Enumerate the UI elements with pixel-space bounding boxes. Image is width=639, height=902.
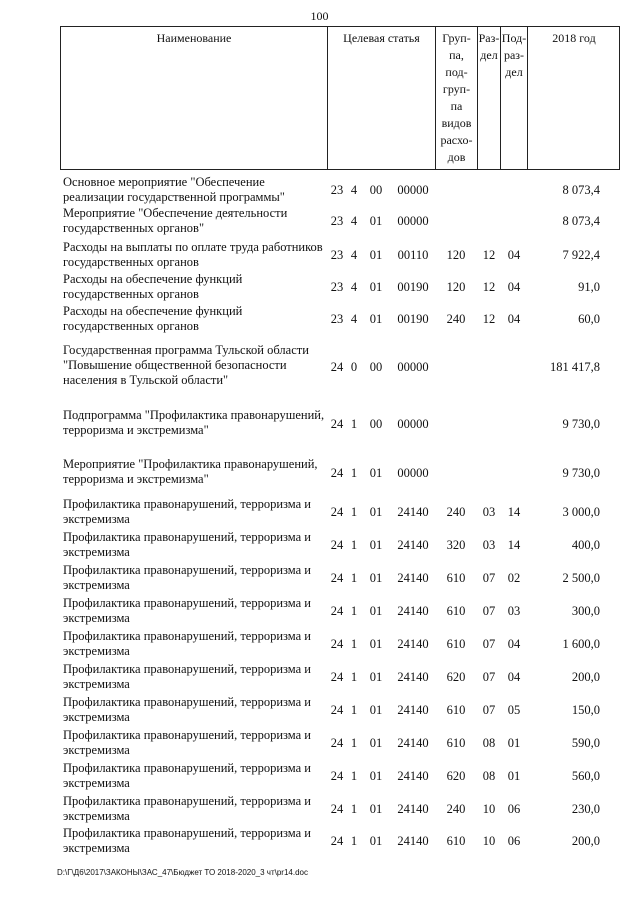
row-c2: 4 <box>350 183 358 197</box>
row-c1: 24 <box>330 637 344 651</box>
row-name: Мероприятие "Профилактика правонарушений, терроризма и экстремизма" <box>63 457 318 486</box>
row-name: Мероприятие "Обеспечение деятельности государственных органов" <box>63 206 288 235</box>
row-sec: 08 <box>482 736 496 750</box>
row-name: Расходы на обеспечение функций государственных органов <box>63 304 243 333</box>
row-sec: 07 <box>482 571 496 585</box>
row-name: Расходы на выплаты по оплате труда работников государственных органов <box>63 240 323 269</box>
row-sec: 03 <box>482 505 496 519</box>
row-c1: 24 <box>330 703 344 717</box>
row-amount: 200,0 <box>571 670 600 684</box>
row-sec: 07 <box>482 703 496 717</box>
table-row <box>0 826 639 856</box>
row-grp: 240 <box>446 505 466 519</box>
row-amount: 560,0 <box>571 769 600 783</box>
row-grp: 240 <box>446 312 466 326</box>
row-sub: 06 <box>507 834 521 848</box>
table-row <box>0 761 639 791</box>
row-amount: 400,0 <box>571 538 600 552</box>
row-c2: 4 <box>350 214 358 228</box>
row-c4: 00000 <box>397 466 429 480</box>
row-c2: 1 <box>350 505 358 519</box>
table-row <box>0 695 639 725</box>
row-sec: 03 <box>482 538 496 552</box>
row-c1: 24 <box>330 604 344 618</box>
row-amount: 300,0 <box>571 604 600 618</box>
row-c1: 24 <box>330 769 344 783</box>
row-c1: 23 <box>330 312 344 326</box>
row-c2: 1 <box>350 466 358 480</box>
row-amount: 9 730,0 <box>562 466 600 480</box>
row-name: Основное мероприятие "Обеспечение реализации государственной программы" <box>63 175 285 204</box>
row-sec: 08 <box>482 769 496 783</box>
row-sec: 12 <box>482 280 496 294</box>
row-name: Подпрограмма "Профилактика правонарушений, терроризма и экстремизма" <box>63 408 325 437</box>
row-name: Профилактика правонарушений, терроризма и экстремизма <box>63 761 311 790</box>
row-name: Профилактика правонарушений, терроризма и экстремизма <box>63 662 311 691</box>
row-c2: 1 <box>350 769 358 783</box>
row-c1: 24 <box>330 670 344 684</box>
table-row <box>0 794 639 824</box>
row-c2: 0 <box>350 360 358 374</box>
row-c2: 1 <box>350 670 358 684</box>
row-c4: 24140 <box>397 604 429 618</box>
row-c4: 24140 <box>397 637 429 651</box>
row-sub: 01 <box>507 736 521 750</box>
header-year: 2018 год <box>552 31 596 45</box>
row-amount: 230,0 <box>571 802 600 816</box>
row-c3: 01 <box>369 538 383 552</box>
row-c4: 00110 <box>397 248 429 262</box>
row-c2: 1 <box>350 637 358 651</box>
row-c3: 01 <box>369 802 383 816</box>
row-amount: 91,0 <box>578 280 600 294</box>
row-c1: 24 <box>330 571 344 585</box>
row-c4: 24140 <box>397 736 429 750</box>
row-c3: 01 <box>369 214 383 228</box>
row-name: Профилактика правонарушений, терроризма и экстремизма <box>63 794 311 823</box>
row-sec: 07 <box>482 637 496 651</box>
row-c4: 24140 <box>397 802 429 816</box>
row-c4: 00000 <box>397 183 429 197</box>
row-grp: 610 <box>446 703 466 717</box>
row-grp: 620 <box>446 769 466 783</box>
row-c3: 01 <box>369 670 383 684</box>
table-row <box>0 175 639 205</box>
table-row <box>0 457 639 489</box>
row-amount: 60,0 <box>578 312 600 326</box>
table-row <box>0 662 639 692</box>
row-c4: 24140 <box>397 571 429 585</box>
row-c1: 24 <box>330 538 344 552</box>
row-name: Профилактика правонарушений, терроризма и экстремизма <box>63 728 311 757</box>
row-c2: 1 <box>350 538 358 552</box>
row-c3: 01 <box>369 312 383 326</box>
row-c1: 23 <box>330 248 344 262</box>
row-c2: 1 <box>350 417 358 431</box>
table-row <box>0 728 639 758</box>
row-sub: 14 <box>507 538 521 552</box>
table-row <box>0 272 639 302</box>
row-c4: 24140 <box>397 670 429 684</box>
row-c1: 24 <box>330 417 344 431</box>
row-c3: 01 <box>369 466 383 480</box>
row-c1: 24 <box>330 360 344 374</box>
row-sec: 07 <box>482 670 496 684</box>
row-c3: 00 <box>369 183 383 197</box>
row-c2: 4 <box>350 312 358 326</box>
row-sub: 14 <box>507 505 521 519</box>
row-c3: 01 <box>369 834 383 848</box>
row-amount: 7 922,4 <box>562 248 600 262</box>
row-c1: 24 <box>330 466 344 480</box>
row-sec: 12 <box>482 312 496 326</box>
row-grp: 120 <box>446 248 466 262</box>
row-amount: 9 730,0 <box>562 417 600 431</box>
file-path-footer: D:\Г\Д6\2017\ЗАКОНЫ\ЗАС_47\Бюджет ТО 2018-2020_3 чт\pr14.doc <box>57 868 308 877</box>
row-sub: 03 <box>507 604 521 618</box>
row-c4: 24140 <box>397 703 429 717</box>
row-amount: 1 600,0 <box>562 637 600 651</box>
row-c3: 01 <box>369 604 383 618</box>
header-name: Наименование <box>156 31 232 45</box>
row-sub: 04 <box>507 637 521 651</box>
row-c3: 01 <box>369 248 383 262</box>
row-c2: 1 <box>350 703 358 717</box>
table-row <box>0 408 639 440</box>
page-number: 100 <box>310 9 329 23</box>
row-name: Профилактика правонарушений, терроризма и экстремизма <box>63 563 311 592</box>
row-grp: 610 <box>446 637 466 651</box>
table-header <box>60 26 620 170</box>
table-row <box>0 530 639 560</box>
row-sub: 01 <box>507 769 521 783</box>
table-row <box>0 343 639 391</box>
row-c3: 01 <box>369 505 383 519</box>
row-amount: 590,0 <box>571 736 600 750</box>
table-row <box>0 629 639 659</box>
row-amount: 3 000,0 <box>562 505 600 519</box>
row-c2: 1 <box>350 834 358 848</box>
row-c2: 4 <box>350 248 358 262</box>
row-c3: 01 <box>369 280 383 294</box>
row-c3: 01 <box>369 637 383 651</box>
row-name: Расходы на обеспечение функций государственных органов <box>63 272 243 301</box>
row-c3: 01 <box>369 769 383 783</box>
table-row <box>0 304 639 334</box>
row-sub: 04 <box>507 280 521 294</box>
row-c2: 1 <box>350 802 358 816</box>
row-c4: 24140 <box>397 834 429 848</box>
row-c2: 1 <box>350 736 358 750</box>
row-c1: 24 <box>330 736 344 750</box>
row-sec: 10 <box>482 802 496 816</box>
row-sub: 04 <box>507 670 521 684</box>
row-name: Профилактика правонарушений, терроризма и экстремизма <box>63 530 311 559</box>
row-c4: 24140 <box>397 769 429 783</box>
header-group: Груп- па, под- груп- па видов расхо- дов <box>440 31 473 164</box>
row-c4: 24140 <box>397 505 429 519</box>
row-sub: 04 <box>507 312 521 326</box>
row-name: Профилактика правонарушений, терроризма и экстремизма <box>63 826 311 855</box>
row-sub: 06 <box>507 802 521 816</box>
row-grp: 320 <box>446 538 466 552</box>
row-c3: 00 <box>369 360 383 374</box>
row-c1: 23 <box>330 280 344 294</box>
table-row <box>0 563 639 593</box>
header-divider <box>527 26 528 170</box>
row-amount: 200,0 <box>571 834 600 848</box>
row-c2: 1 <box>350 604 358 618</box>
header-target: Целевая статья <box>343 31 420 45</box>
row-sub: 02 <box>507 571 521 585</box>
row-grp: 610 <box>446 736 466 750</box>
row-grp: 120 <box>446 280 466 294</box>
row-name: Профилактика правонарушений, терроризма и экстремизма <box>63 596 311 625</box>
row-name: Профилактика правонарушений, терроризма и экстремизма <box>63 695 311 724</box>
table-row <box>0 206 639 236</box>
row-c3: 01 <box>369 703 383 717</box>
row-c4: 00000 <box>397 417 429 431</box>
row-sub: 04 <box>507 248 521 262</box>
row-name: Профилактика правонарушений, терроризма и экстремизма <box>63 497 311 526</box>
row-c4: 00190 <box>397 312 429 326</box>
table-row <box>0 596 639 626</box>
table-row <box>0 497 639 527</box>
row-c2: 1 <box>350 571 358 585</box>
row-amount: 2 500,0 <box>562 571 600 585</box>
row-c3: 01 <box>369 736 383 750</box>
row-c1: 23 <box>330 183 344 197</box>
row-c2: 4 <box>350 280 358 294</box>
row-grp: 610 <box>446 604 466 618</box>
row-amount: 150,0 <box>571 703 600 717</box>
row-c4: 24140 <box>397 538 429 552</box>
row-grp: 240 <box>446 802 466 816</box>
row-c1: 24 <box>330 505 344 519</box>
row-sec: 07 <box>482 604 496 618</box>
row-name: Профилактика правонарушений, терроризма и экстремизма <box>63 629 311 658</box>
row-amount: 8 073,4 <box>562 214 600 228</box>
header-section: Раз- дел <box>478 31 500 62</box>
row-c4: 00190 <box>397 280 429 294</box>
table-row <box>0 240 639 270</box>
row-c1: 24 <box>330 834 344 848</box>
row-grp: 610 <box>446 834 466 848</box>
row-grp: 610 <box>446 571 466 585</box>
row-amount: 8 073,4 <box>562 183 600 197</box>
header-divider <box>327 26 328 170</box>
row-c4: 00000 <box>397 360 429 374</box>
row-c4: 00000 <box>397 214 429 228</box>
row-amount: 181 417,8 <box>550 360 600 374</box>
row-grp: 620 <box>446 670 466 684</box>
row-c1: 23 <box>330 214 344 228</box>
row-c3: 00 <box>369 417 383 431</box>
row-sub: 05 <box>507 703 521 717</box>
row-c1: 24 <box>330 802 344 816</box>
header-subsection: Под- раз- дел <box>501 31 527 79</box>
row-sec: 12 <box>482 248 496 262</box>
row-name: Государственная программа Тульской области "Повышение общественной безопасности населения в Тульской области" <box>63 343 309 387</box>
row-c3: 01 <box>369 571 383 585</box>
row-sec: 10 <box>482 834 496 848</box>
